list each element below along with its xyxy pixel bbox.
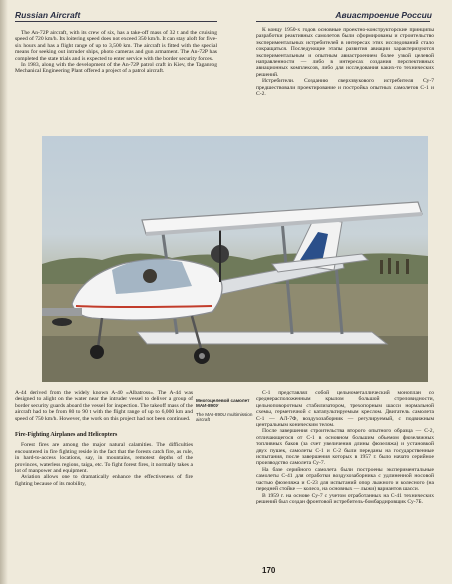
running-header-russian: Авиастроение России [335, 10, 432, 20]
photo-caption [196, 398, 256, 423]
section-title: Fire-Fighting Airplanes and Helicopters [15, 432, 118, 439]
header-rule-right [256, 21, 430, 22]
russian-text-top [256, 27, 434, 97]
header-rule-left [15, 21, 217, 22]
page-fold-shadow [0, 0, 8, 584]
paragraph: In 1983, along with the development of the An-72P patrol craft in Kiev, the Taganrog Mechanical Engineering Plant offered a project of a patrol aircraft. [15, 62, 217, 75]
english-text-top [15, 30, 217, 75]
paragraph: С-1 представлял собой цельнометаллический моноплан со среднерасположенным крылом большой стреловидности, цельноповоротным стабилизатором, трехопорным шасси нормальной схемы, герметичной с катапультируемым креслом. Двигатель самолета С-1 — АЛ-7Ф, воздухозаборник — регулируемый, с подвижным центральным коническим телом. [256, 390, 434, 429]
english-text-bottom [15, 390, 193, 487]
paragraph: После завершения строительства второго опытного образца — С-2, отличающегося от С-1 в основном большим объемом фюзеляжных топливных баков (за счет увеличения длины фюзеляжа) и установкой двух пушек, самолеты С-1 и С-2 были переданы на государственные испытания, после завершения которых в 1957 г. было начато серийное производство самолета Су-7. [256, 428, 434, 467]
paragraph: Forest fires are among the major natural calamities. The difficulties encountered in fire fighting reside in the fact that the forests catch fire, as rule, in hard-to-access locations, say, in mountains, remotest depths of the provinces, waterless regions, taiga, etc. To fight forest fires, it normally takes a lot of manpower and equipment. [15, 442, 193, 475]
caption-russian: Многоцелевой самолет МАИ-890У [196, 398, 250, 409]
russian-text-bottom [256, 390, 434, 505]
paragraph: Aviation allows one to dramatically enhance the effectiveness of fire fighting because of its mobility, [15, 474, 193, 487]
running-header-english: Russian Aircraft [15, 10, 81, 20]
aircraft-photo [42, 136, 428, 382]
paragraph: Истребители. Созданию сверхзвукового истребителя Су-7 предшествовали проектирование и постройка опытных самолетов С-1 и С-2. [256, 78, 434, 98]
paragraph: К концу 1950-х годов основные проектно-конструкторские принципы разработки реактивных самолетов были сформированы и строительство экспериментальных истребителей в интересах этих исследований стало сокращаться. Последующие этапы развития авиации характеризуются экспериментальным и опытным авиастроением более узкой целевой направленности — либо в интересах создания перспективных авиационных комплексов, либо для исследования каких-то технических решений. [256, 27, 434, 78]
paragraph: На базе серийного самолета были построены экспериментальные самолеты С-41 для отработки воздухозаборника с удлиненной носовой частью фюзеляжа и С-23 для испытаний опор лыжного и колесного (на передней стойке — колесо, на основных — лыжи) вариантов шасси. [256, 466, 434, 493]
paragraph: A-44 derived from the widely known A-40 «Albatross». The A-44 was designed to alight on the water near the intruder vessel to deliver a group of border security guards aboard the vessel for inspection. The takeoff mass of the aircraft had to be from 80 to 90 t with the flight range of up to 6,000 km and speed of 750 km/h. However, the work on this project had not been continued. [15, 390, 193, 422]
page-number: 170 [262, 566, 276, 575]
caption-english: The MAI-890U multimission aircraft [196, 411, 253, 423]
paragraph: В 1959 г. на основе Су-7 с учетом отработанных на С-41 технических решений был создан фронтовой истребитель-бомбардировщик Су-7Б. [256, 492, 434, 505]
paragraph: The An-72P aircraft, with its crew of six, has a take-off mass of 32 t and the cruising speed of 720 km/h. Its loitering speed does not exceed 350 km/h. It can stay aloft for five-six hours and has a flight range of up to 3,500 km. The aircraft is fitted with the special means for seeking out intruder ships, photo cameras and gun armament. The An-72P has completed the state trials and is expected to enter service with the border security forces. [15, 30, 217, 62]
